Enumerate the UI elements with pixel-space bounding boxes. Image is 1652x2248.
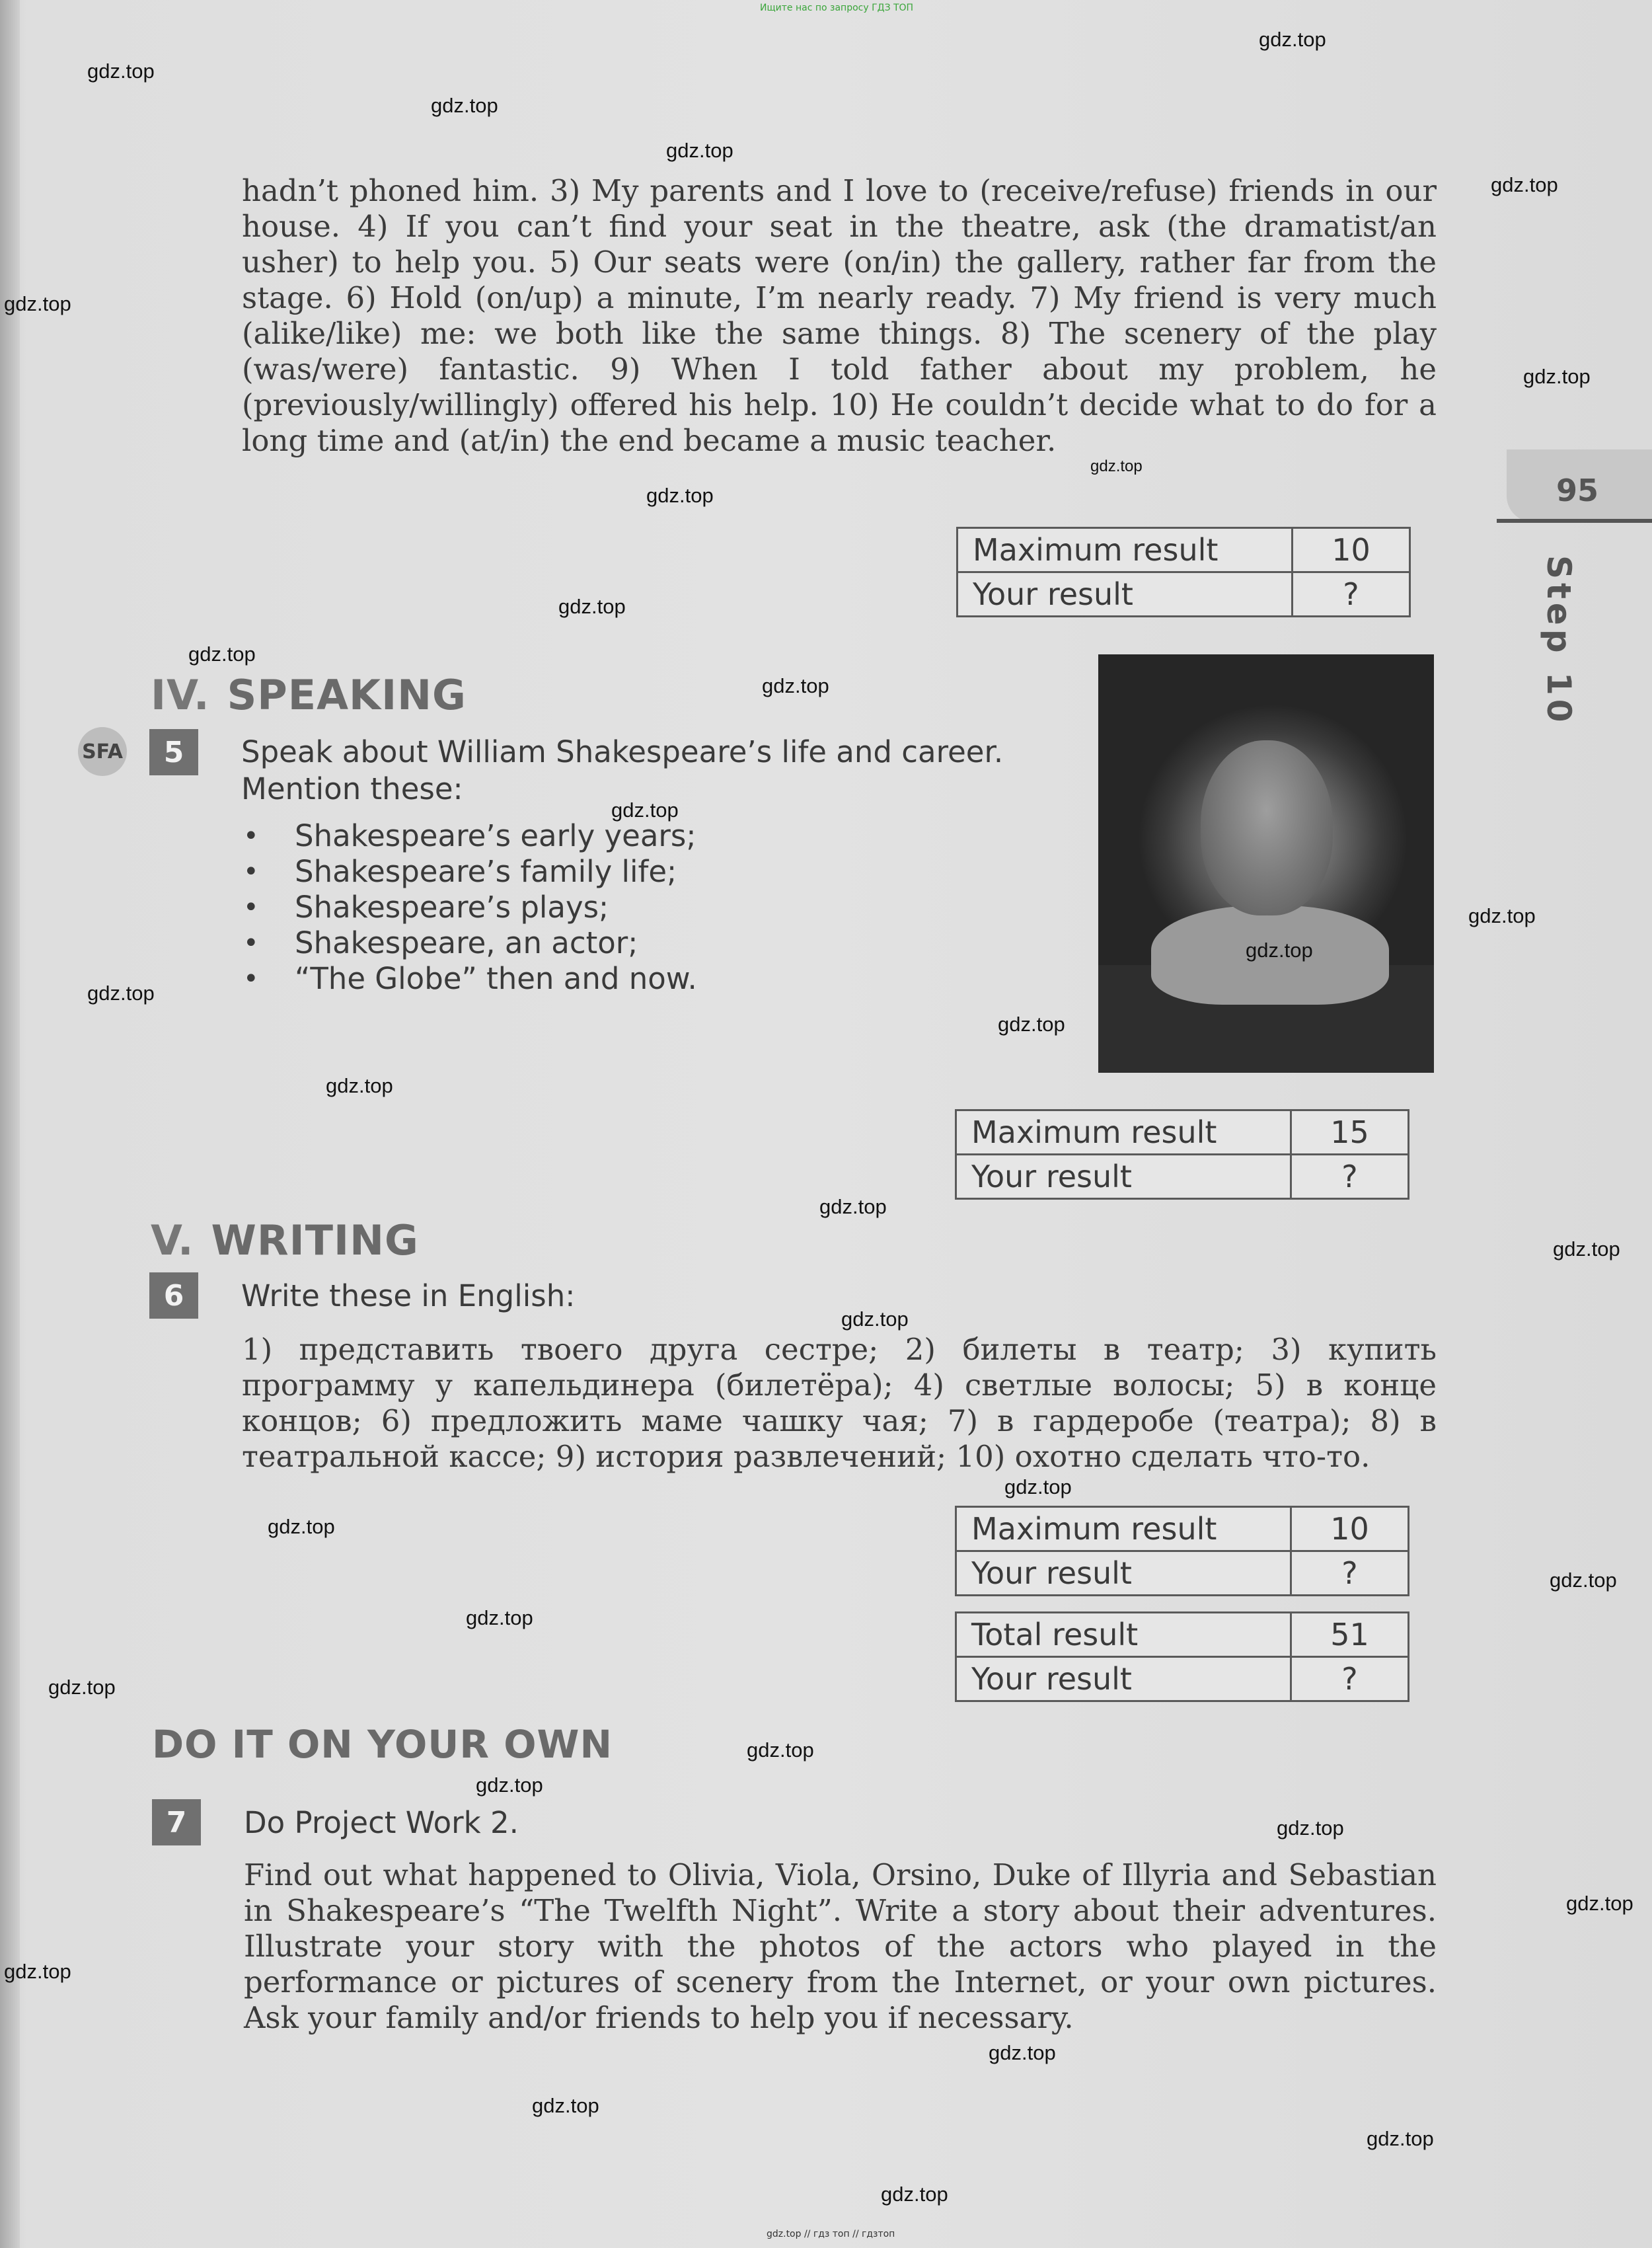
watermark: gdz.top	[1566, 1892, 1633, 1915]
section-numeral: IV.	[151, 671, 210, 719]
watermark: gdz.top	[4, 292, 71, 315]
watermark: gdz.top	[841, 1307, 909, 1331]
watermark: gdz.top	[819, 1195, 887, 1218]
watermark: gdz.top	[881, 2183, 948, 2206]
shakespeare-portrait-image	[1098, 654, 1434, 1073]
total-result-value: 51	[1291, 1613, 1409, 1657]
task-number-7: 7	[152, 1799, 201, 1845]
section-numeral: V.	[151, 1216, 194, 1264]
watermark: gdz.top	[1491, 173, 1558, 196]
your-result-value: ?	[1291, 1657, 1409, 1701]
your-result-label: Your result	[956, 1657, 1291, 1701]
your-result-label: Your result	[956, 1155, 1291, 1199]
watermark: gdz.top	[326, 1074, 393, 1097]
watermark: gdz.top	[1259, 28, 1326, 51]
watermark: gdz.top	[762, 674, 829, 697]
your-result-value: ?	[1291, 1155, 1409, 1199]
your-result-label: Your result	[956, 1551, 1291, 1596]
watermark: gdz.top	[268, 1515, 335, 1538]
watermark: gdz.top	[466, 1606, 533, 1629]
total-result-label: Total result	[956, 1613, 1291, 1657]
watermark: gdz.top	[188, 642, 256, 666]
watermark: gdz.top	[87, 59, 155, 83]
section-title: WRITING	[211, 1216, 419, 1264]
score-table-exercise-4	[956, 527, 1411, 617]
watermark: gdz.top	[989, 2041, 1056, 2064]
max-result-value: 15	[1291, 1110, 1409, 1155]
your-result-value: ?	[1293, 572, 1410, 617]
watermark: gdz.top	[1550, 1569, 1617, 1592]
list-item: • Shakespeare, an actor;	[238, 925, 697, 961]
task-5-instructions	[241, 734, 1003, 808]
your-result-value: ?	[1291, 1551, 1409, 1596]
writing-task-text: 1) представить твоего друга сестре; 2) билеты в театр; 3) купить программу у капельдинера (билетёра); 4) светлые волосы; 5) в конце концов; 6) предложить маме чашку чая; 7) в гардеробе (театра); 8) в театральной кассе; 9) история развлечений; 10) охотно сделать что-то.	[242, 1332, 1437, 1474]
total-result-table	[955, 1611, 1409, 1702]
watermark: gdz.top	[1523, 365, 1591, 388]
sfa-badge: SFA	[78, 727, 127, 776]
watermark: gdz.top	[611, 798, 679, 822]
exercise-4-text: hadn’t phoned him. 3) My parents and I love to (receive/refuse) friends in our house. 4) If you can’t find your seat in the theatre, ask (the dramatist/an usher) to help you. 5) Our seats were (on/in) the gallery, rather far from the stage. 6) Hold (on/up) a minute, I’m nearly ready. 7) My friend is very much (alike/like) me: we both like the same things. 8) The scenery of the play (was/were) fantastic. 9) When I told father about my problem, he (previously/willingly) offered his help. 10) He couldn’t decide what to do for a long time and (at/in) the end became a music teacher.	[242, 173, 1437, 458]
watermark: gdz.top	[1367, 2127, 1434, 2150]
watermark: gdz.top	[532, 2094, 599, 2117]
max-result-label: Maximum result	[957, 528, 1293, 572]
header-note: Ищите нас по запросу ГДЗ ТОП	[760, 3, 914, 13]
step-label: Step 10	[1540, 555, 1578, 726]
task-5-line-1: Speak about William Shakespeare’s life and career.	[241, 734, 1004, 769]
watermark: gdz.top	[431, 94, 498, 117]
task-7-instructions: Do Project Work 2.	[244, 1805, 519, 1840]
section-own-heading: DO IT ON YOUR OWN	[152, 1722, 613, 1767]
watermark: gdz.top	[1553, 1237, 1620, 1260]
watermark: gdz.top	[747, 1738, 814, 1762]
watermark: gdz.top	[1246, 939, 1313, 962]
max-result-value: 10	[1291, 1507, 1409, 1551]
page-binding-edge	[0, 0, 20, 2248]
task-number-6: 6	[149, 1272, 198, 1319]
max-result-value: 10	[1293, 528, 1410, 572]
page-tab-rule	[1497, 519, 1652, 523]
section-speaking-heading	[151, 671, 467, 719]
footer-note: gdz.top // гдз топ // гдзтоп	[767, 2229, 895, 2239]
speaking-topics-list	[238, 818, 697, 997]
task-number-5: 5	[149, 729, 198, 775]
list-item: • “The Globe” then and now.	[238, 961, 697, 997]
watermark: gdz.top	[476, 1773, 543, 1797]
max-result-label: Maximum result	[956, 1110, 1291, 1155]
section-title: SPEAKING	[227, 671, 467, 719]
watermark: gdz.top	[666, 139, 733, 162]
page-number: 95	[1556, 473, 1599, 508]
list-item: • Shakespeare’s plays;	[238, 890, 697, 925]
portrait-face	[1201, 740, 1333, 915]
max-result-label: Maximum result	[956, 1507, 1291, 1551]
score-table-exercise-5	[955, 1109, 1409, 1200]
section-writing-heading	[151, 1216, 419, 1264]
watermark: gdz.top	[998, 1013, 1065, 1036]
watermark: gdz.top	[48, 1676, 116, 1699]
watermark: gdz.top	[1468, 904, 1536, 927]
watermark: gdz.top	[4, 1960, 71, 1983]
score-table-exercise-6	[955, 1506, 1409, 1596]
watermark: gdz.top	[1004, 1475, 1072, 1498]
list-item: • Shakespeare’s family life;	[238, 854, 697, 890]
list-item: • Shakespeare’s early years;	[238, 818, 697, 854]
watermark: gdz.top	[87, 982, 155, 1005]
watermark: gdz.top	[1090, 457, 1143, 475]
watermark: gdz.top	[1277, 1816, 1344, 1840]
task-6-instructions: Write these in English:	[241, 1278, 576, 1313]
task-5-line-2: Mention these:	[241, 771, 463, 806]
watermark: gdz.top	[646, 484, 714, 507]
project-task-text: Find out what happened to Olivia, Viola, Orsino, Duke of Illyria and Sebastian in Shakespeare’s “The Twelfth Night”. Write a story about their adventures. Illustrate your story with the photos of the actors who played in the performance or pictures of scenery from the Internet, or your own pictures. Ask your family and/or friends to help you if necessary.	[244, 1857, 1437, 2035]
watermark: gdz.top	[558, 595, 626, 618]
your-result-label: Your result	[957, 572, 1293, 617]
